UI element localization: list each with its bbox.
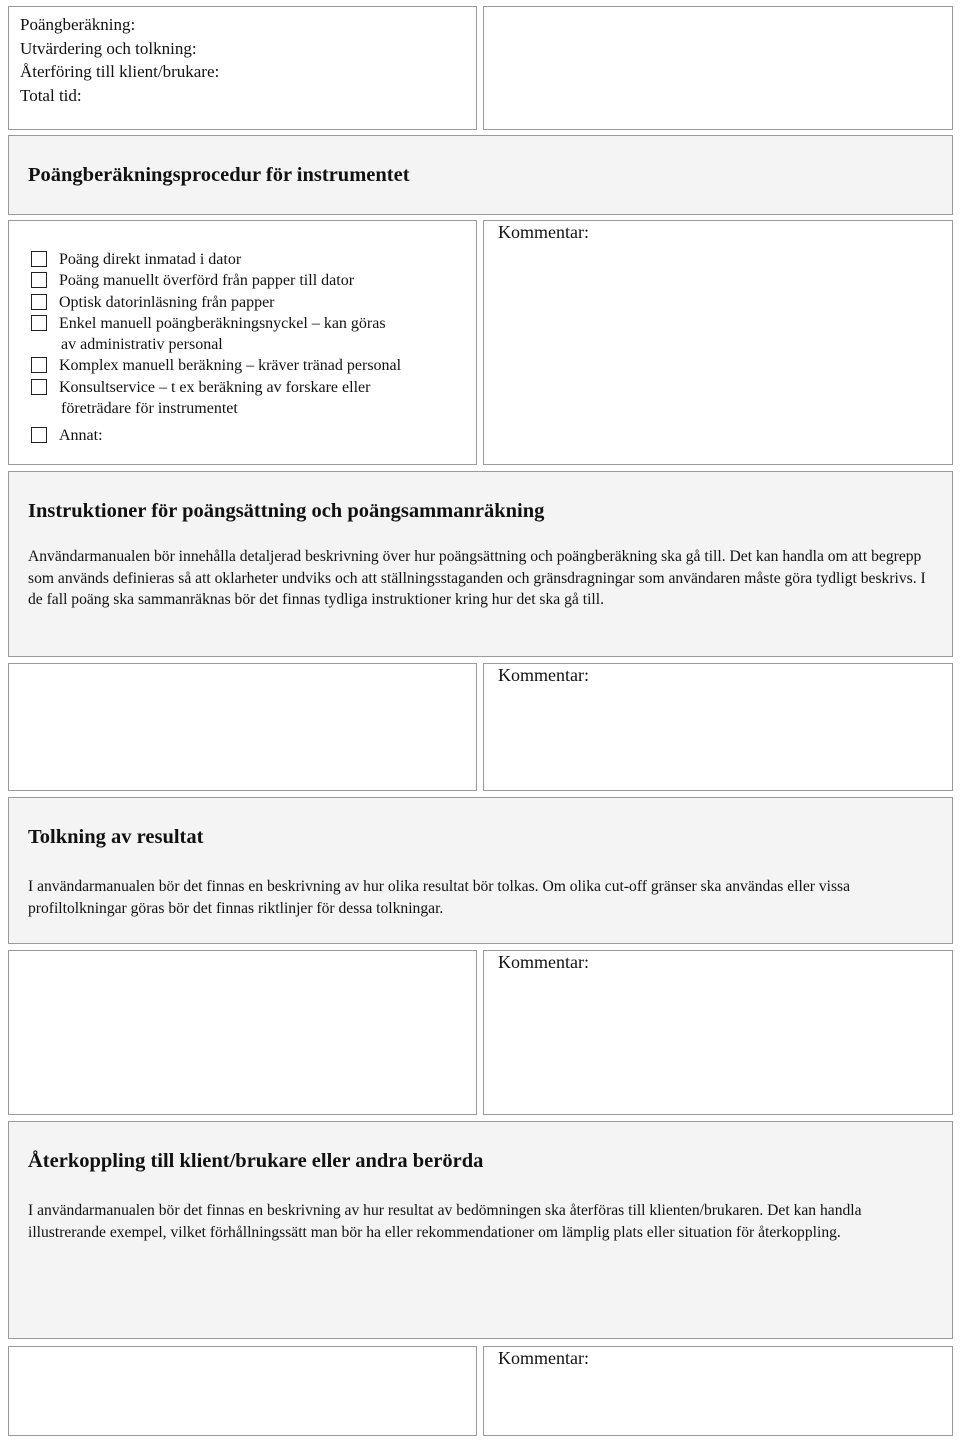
comment-label: Kommentar:	[498, 1348, 589, 1368]
comment-label: Kommentar:	[498, 222, 589, 242]
option-label-continued: av administrativ personal	[61, 336, 223, 354]
checkbox[interactable]	[31, 272, 47, 288]
option-label: Poäng manuellt överförd från papper till dator	[59, 272, 355, 290]
feedback-time-label: Återföring till klient/brukare:	[20, 62, 220, 81]
checkbox[interactable]	[31, 251, 47, 267]
option-complex-manual[interactable]	[31, 355, 401, 376]
instructions-section	[8, 471, 953, 657]
option-consultant-service[interactable]	[31, 377, 401, 420]
comment-label: Kommentar:	[498, 952, 589, 972]
option-direct-computer[interactable]	[31, 249, 401, 270]
checkbox[interactable]	[31, 427, 47, 443]
option-label-continued: företrädare för instrumentet	[61, 400, 238, 418]
time-summary-lines	[20, 13, 219, 107]
option-label: Optisk datorinläsning från papper	[59, 293, 275, 311]
interpretation-comment-cell[interactable]	[483, 950, 953, 1115]
option-label: Poäng direkt inmatad i dator	[59, 251, 242, 268]
feedback-comment-cell[interactable]	[483, 1346, 953, 1436]
procedure-heading-section	[8, 135, 953, 215]
option-optical-reading[interactable]	[31, 292, 401, 313]
time-summary-input-cell[interactable]	[483, 6, 953, 130]
option-label: Enkel manuell poängberäkningsnyckel – kan göras	[59, 314, 386, 332]
instructions-comment-cell[interactable]	[483, 663, 953, 791]
comment-label: Kommentar:	[498, 665, 589, 685]
feedback-body: I användarmanualen bör det finnas en beskrivning av hur resultat av bedömningen ska återföras till klienten/brukaren. Det kan handla illustrerande exempel, vilket förhållningssätt man bör ha eller rekommendationer om lämplig plats eller situation för återkoppling.	[28, 1202, 862, 1241]
checkbox[interactable]	[31, 315, 47, 331]
interpretation-body: I användarmanualen bör det finnas en beskrivning av hur olika resultat bör tolkas. Om olika cut-off gränser ska användas eller vissa profiltolkningar göras bör det finnas riktlinjer för dessa tolkningar.	[28, 878, 851, 917]
option-manual-transfer[interactable]	[31, 270, 401, 291]
evaluation-time-label: Utvärdering och tolkning:	[20, 38, 197, 58]
feedback-heading: Återkoppling till klient/brukare eller andra berörda	[28, 1150, 484, 1172]
total-time-label: Total tid:	[20, 85, 82, 105]
procedure-options-list	[31, 249, 401, 447]
checkbox[interactable]	[31, 357, 47, 373]
interpretation-heading: Tolkning av resultat	[28, 826, 204, 848]
checkbox[interactable]	[31, 294, 47, 310]
feedback-section	[8, 1121, 953, 1339]
procedure-comment-cell[interactable]	[483, 220, 953, 465]
option-label: Konsultservice – t ex beräkning av forskare eller	[59, 378, 371, 396]
interpretation-left-cell[interactable]	[8, 950, 477, 1115]
feedback-left-cell[interactable]	[8, 1346, 477, 1436]
time-summary-cell	[8, 6, 477, 130]
scoring-time-label: Poängberäkning:	[20, 15, 136, 34]
instructions-body: Användarmanualen bör innehålla detaljerad beskrivning över hur poängsättning och poängberäkning ska gå till. Det kan handla om att begrepp som används definieras så att oklarheter undviks och att ställningsstaganden och gränsdragningar som användaren måste göra tydligt beskrivs. I de fall poäng ska sammanräknas bör det finnas tydliga instruktioner kring hur det ska gå till.	[28, 548, 926, 609]
instructions-left-cell[interactable]	[8, 663, 477, 791]
procedure-options-cell	[8, 220, 477, 465]
option-label: Annat:	[59, 427, 103, 445]
option-other[interactable]	[31, 425, 401, 446]
procedure-heading: Poängberäkningsprocedur för instrumentet	[28, 164, 410, 186]
interpretation-section	[8, 797, 953, 944]
instructions-heading: Instruktioner för poängsättning och poängsammanräkning	[28, 500, 545, 522]
option-label: Komplex manuell beräkning – kräver tränad personal	[59, 357, 402, 375]
option-simple-key[interactable]	[31, 313, 401, 356]
checkbox[interactable]	[31, 379, 47, 395]
